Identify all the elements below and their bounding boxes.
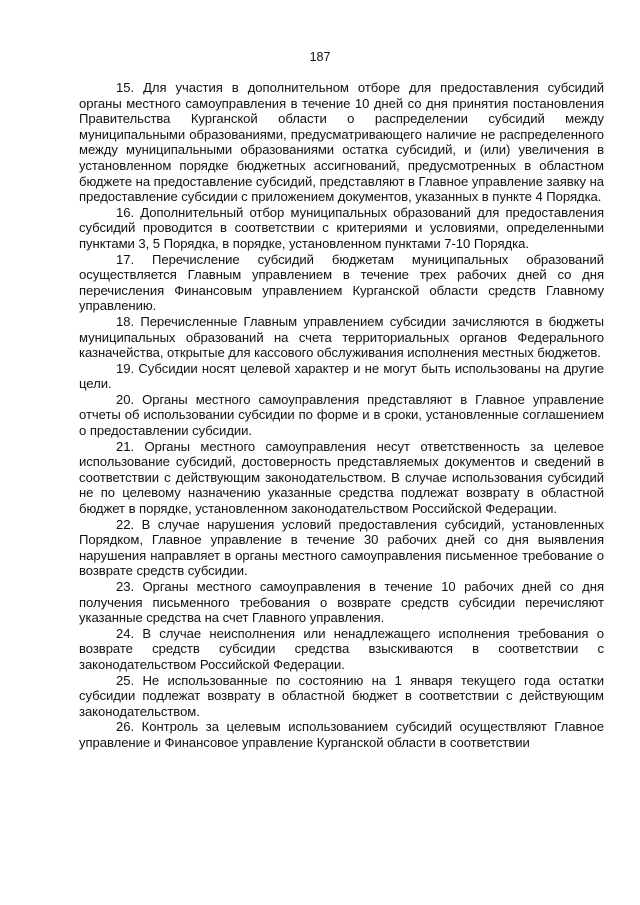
paragraph-20: 20. Органы местного самоуправления представляют в Главное управление отчеты об использовании субсидии по форме и в сроки, установленные соглашением о предоставлении субсидии. — [79, 391, 604, 439]
document-body — [79, 80, 604, 751]
paragraph-21: 21. Органы местного самоуправления несут ответственность за целевое использование субсидий, достоверность представляемых документов и сведений в соответствии с действующим законодательством. В случае использования субсидий не по целевому назначению указанные средства подлежат возврату в областной бюджет в порядке, установленном законодательством Российской Федерации. — [79, 438, 604, 517]
paragraph-24: 24. В случае неисполнения или ненадлежащего исполнения требования о возврате средств субсидии средства взыскиваются в соответствии с законодательством Российской Федерации. — [79, 625, 604, 672]
paragraph-16: 16. Дополнительный отбор муниципальных образований для предоставления субсидий проводится в соответствии с критериями и условиями, определенными пунктами 3, 5 Порядка, в порядке, установленном пунктами 7-10 Порядка. — [79, 204, 604, 251]
paragraph-18: 18. Перечисленные Главным управлением субсидии зачисляются в бюджеты муниципальных образований на счета территориальных органов Федерального казначейства, открытые для кассового обслуживания исполнения местных бюджетов. — [79, 313, 604, 361]
paragraph-15: 15. Для участия в дополнительном отборе для предоставления субсидий органы местного самоуправления в течение 10 дней со дня принятия постановления Правительства Курганской области о распределении субсидий между муниципальными образованиями, предусматривающего наличие не распределенного между муниципальными образованиями остатка субсидий, и (или) увеличения в установленном порядке бюджетных ассигнований, предусмотренных в областном бюджете на предоставление субсидий, представляют в Главное управление заявку на предоставление субсидии с приложением документов, указанных в пункте 4 Порядка. — [79, 80, 604, 205]
paragraph-23: 23. Органы местного самоуправления в течение 10 рабочих дней со дня получения письменного требования о возврате средств субсидии перечисляют указанные средства на счет Главного управления. — [79, 579, 604, 626]
paragraph-25: 25. Не использованные по состоянию на 1 января текущего года остатки субсидии подлежат возврату в областной бюджет в соответствии с действующим законодательством. — [79, 672, 604, 719]
paragraph-19: 19. Субсидии носят целевой характер и не могут быть использованы на другие цели. — [79, 360, 604, 392]
paragraph-22: 22. В случае нарушения условий предоставления субсидий, установленных Порядком, Главное управление в течение 30 рабочих дней со дня выявления нарушения направляет в органы местного самоуправления письменное требование о возврате средств субсидии. — [79, 516, 604, 579]
paragraph-26: 26. Контроль за целевым использованием субсидий осуществляют Главное управление и Финансовое управление Курганской области в соответствии — [79, 719, 604, 750]
page-number: 187 — [309, 50, 331, 64]
paragraph-17: 17. Перечисление субсидий бюджетам муниципальных образований осуществляется Главным управлением в течение трех рабочих дней со дня перечисления Финансовым управлением Курганской области средств Главному управлению. — [79, 251, 604, 314]
